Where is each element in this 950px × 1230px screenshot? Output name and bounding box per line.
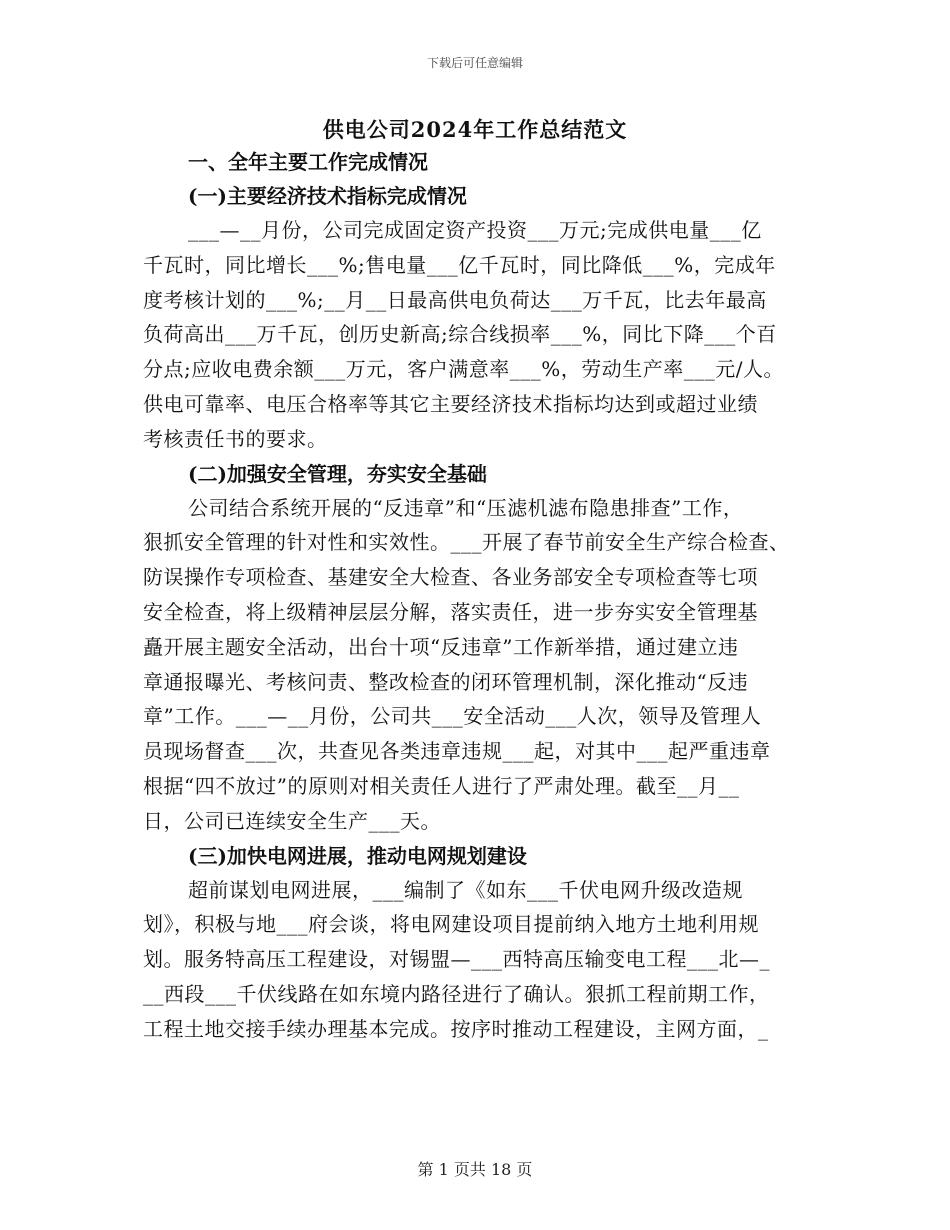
- text-line: ___—__月份，公司完成固定资产投资___万元;完成供电量___亿: [188, 218, 762, 242]
- subsection-heading-3: (三)加快电网进展，推动电网规划建设: [188, 843, 527, 868]
- text-line: 章通报曝光、考核问责、整改检查的闭环管理机制，深化推动“反违: [143, 669, 749, 694]
- text-line: 章”工作。___—__月份，公司共___安全活动___人次，领导及管理人: [143, 704, 762, 729]
- document-body: [143, 145, 803, 1047]
- text-line: 超前谋划电网进展，___编制了《如东___千伏电网升级改造规: [188, 877, 743, 902]
- text-line: 考核责任书的要求。: [143, 426, 328, 451]
- text-line: 狠抓安全管理的针对性和实效性。___开展了春节前安全生产综合检查、: [143, 530, 790, 555]
- subsection-heading-2: (二)加强安全管理，夯实安全基础: [188, 461, 487, 486]
- section-heading-1: 一、全年主要工作完成情况: [188, 150, 428, 174]
- paragraph-grid: [143, 873, 803, 1047]
- text-line: 防误操作专项检查、基建安全大检查、各业务部安全专项检查等七项: [143, 565, 758, 590]
- text-line: 员现场督查___次，共查见各类违章违规___起，对其中___起严重违章: [143, 739, 771, 764]
- subsection-heading-1: (一)主要经济技术指标完成情况: [188, 184, 467, 208]
- text-line: 公司结合系统开展的“反违章”和“压滤机滤布隐患排查”工作，: [188, 495, 744, 520]
- text-line: 供电可靠率、电压合格率等其它主要经济技术指标均达到或超过业绩: [143, 391, 758, 416]
- text-line: 划》，积极与地___府会谈，将电网建设项目提前纳入地方土地利用规: [143, 912, 759, 937]
- text-line: 负荷高出___万千瓦，创历史新高;综合线损率___%，同比下降___个百: [143, 322, 777, 347]
- text-line: __西段___千伏线路在如东境内路径进行了确认。狠抓工程前期工作，: [143, 981, 770, 1006]
- text-line: 分点;应收电费余额___万元，客户满意率___%，劳动生产率___元/人。: [143, 357, 784, 382]
- paragraph-safety: [143, 491, 803, 839]
- document-title: 供电公司2024年工作总结范文: [322, 117, 628, 142]
- text-line: 度考核计划的___%;__月__日最高供电负荷达___万千瓦，比去年最高: [143, 287, 767, 312]
- text-line: 日，公司已连续安全生产___天。: [143, 808, 441, 833]
- text-line: 划。服务特高压工程建设，对锡盟—___西特高压输变电工程___北—_: [143, 947, 770, 972]
- header-note: 下载后可任意编辑: [426, 56, 523, 70]
- paragraph-indicators: [143, 213, 803, 457]
- text-line: 工程土地交接手续办理基本完成。按序时推动工程建设，主网方面，_: [143, 1016, 769, 1041]
- page-number: 第 1 页共 18 页: [417, 1160, 533, 1179]
- text-line: 安全检查，将上级精神层层分解，落实责任，进一步夯实安全管理基: [143, 599, 758, 624]
- text-line: 千瓦时，同比增长___%;售电量___亿千瓦时，同比降低___%，完成年: [143, 252, 776, 277]
- text-line: 矗开展主题安全活动，出台十项“反违章”工作新举措，通过建立违: [143, 634, 739, 659]
- text-line: 根据“四不放过”的原则对相关责任人进行了严肃处理。截至__月__: [143, 773, 740, 798]
